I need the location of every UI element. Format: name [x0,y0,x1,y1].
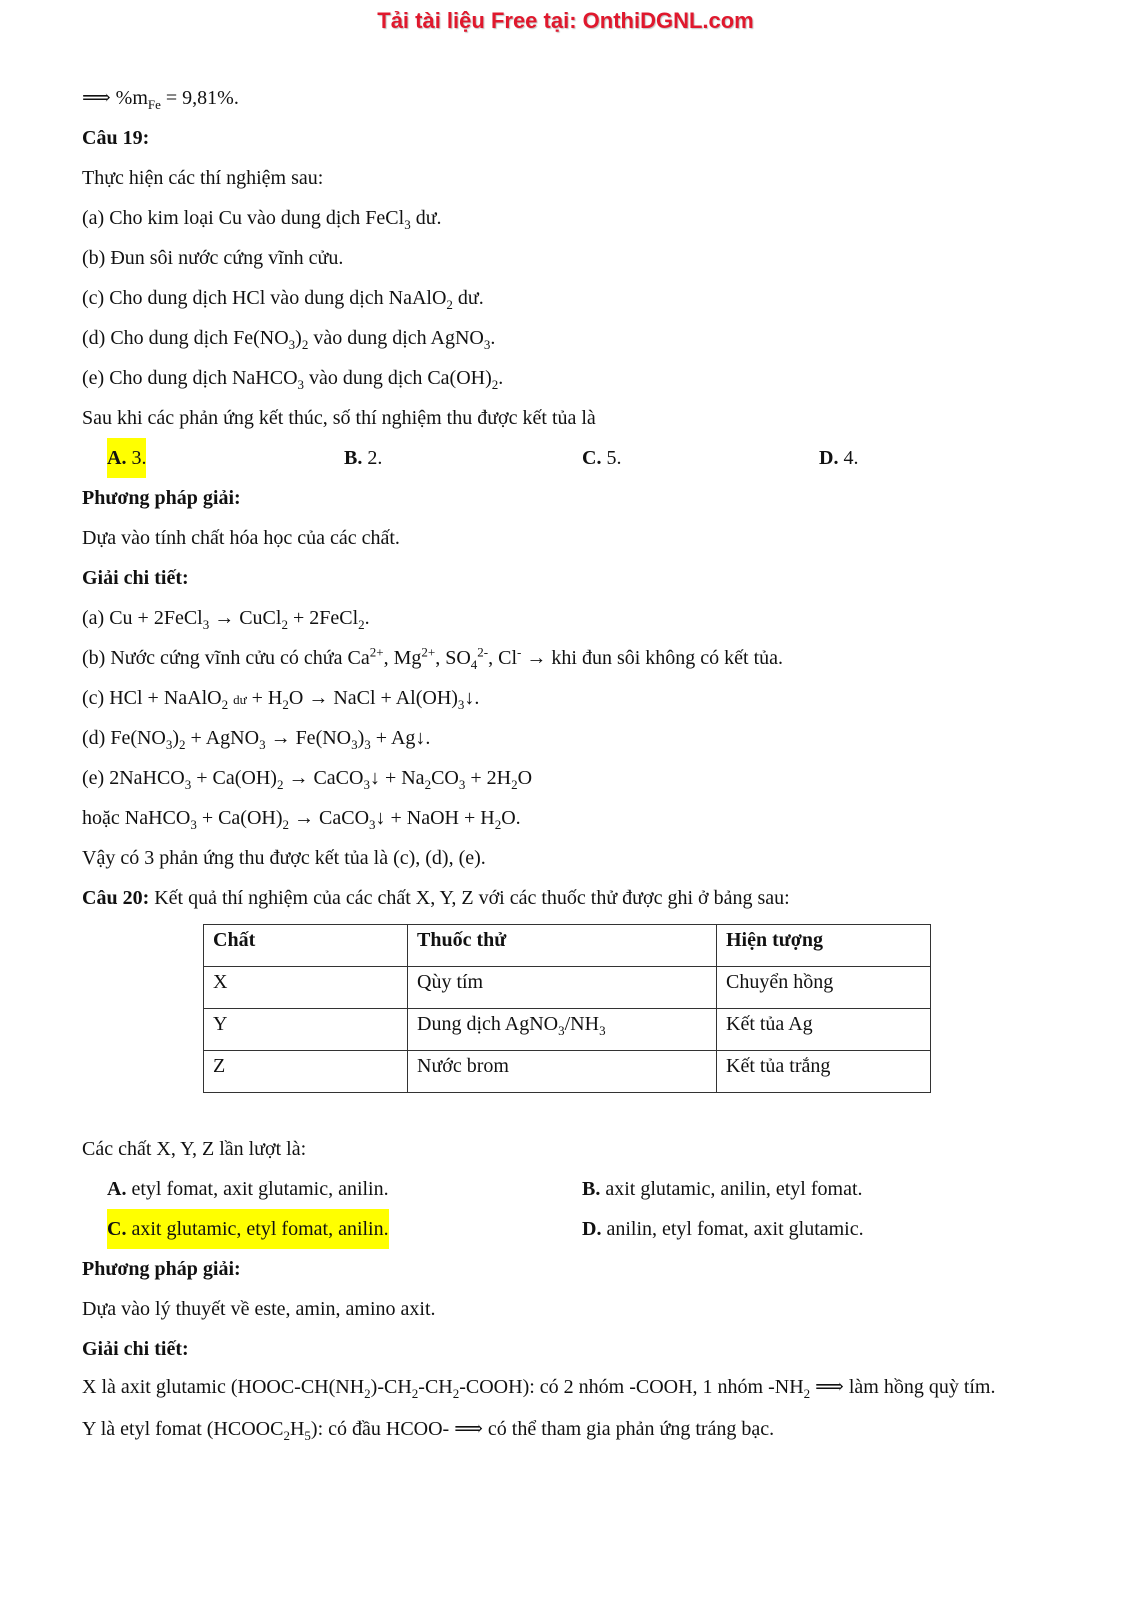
experiment-e: (e) Cho dung dịch NaHCO$_3$ vào dung dịch $Ca(OH)_2$. [82,367,504,392]
experiment-a: (a) Cho kim loại Cu vào dung dịch FeCl$_3$ dư. [82,207,442,232]
q20-option-b[interactable]: B. axit glutamic, anilin, etyl fomat. [582,1178,863,1200]
question-20-heading: Câu 20: Kết quả thí nghiệm của các chất X, Y, Z với các thuốc thử được ghi ở bảng sau: [82,887,790,909]
q20-method-title: Phương pháp giải: [82,1258,241,1280]
question-20-prompt: Các chất X, Y, Z lần lượt là: [82,1138,307,1160]
reaction-c: (c) HCl + NaAlO$_2$ dư + $H_2O$ → NaCl + $Al(OH)_3↓$. [82,687,480,712]
experiment-c: (c) Cho dung dịch HCl vào dung dịch NaAlO$_2$ dư. [82,287,484,312]
site-banner: Tải tài liệu Free tại: OnthiDGNL.com [377,8,754,33]
table-cell: X [204,967,408,1009]
question-19-options [82,438,1062,478]
table-row [204,967,931,1009]
table-header: Thuốc thử [408,925,717,967]
reaction-d: (d) $Fe(NO_3)_2$ + AgNO$_3$ → $Fe(NO_3)_3$ + Ag↓. [82,727,431,752]
table-cell: Qùy tím [408,967,717,1009]
document-body [82,78,1062,1449]
q20-explanation-x: X là axit glutamic $(HOOC-CH(NH_2)-CH_2-CH_2-COOH)$: có 2 nhóm -COOH, 1 nhóm $-NH_2$ ⟹ làm hồng quỳ tím. [82,1376,996,1401]
table-header: Chất [204,925,408,967]
question-19-title: Câu 19: [82,127,150,149]
reaction-a: (a) Cu + 2FeCl$_3$ → CuCl$_2$ + 2FeCl$_2$. [82,607,370,632]
experiment-d: (d) Cho dung dịch $Fe(NO_3)_2$ vào dung dịch AgNO$_3$. [82,327,496,352]
q19-option-d[interactable]: D. 4. [819,447,859,469]
q19-option-b[interactable]: B. 2. [344,447,383,469]
table-cell: Kết tủa Ag [717,1009,931,1051]
table-cell: Z [204,1051,408,1093]
table-cell: Nước brom [408,1051,717,1093]
table-row [204,1051,931,1093]
table-row [204,1009,931,1051]
table-header: Hiện tượng [717,925,931,967]
q20-explanation-y: Y là etyl fomat $(HCOOC_2H_5)$: có đầu HCOO- ⟹ có thể tham gia phản ứng tráng bạc. [82,1418,775,1443]
q19-detail-title: Giải chi tiết: [82,567,189,589]
q20-detail-title: Giải chi tiết: [82,1338,189,1360]
results-table [203,924,931,1093]
question-19-prompt: Sau khi các phản ứng kết thúc, số thí nghiệm thu được kết tủa là [82,407,596,429]
table-cell: Chuyển hồng [717,967,931,1009]
q20-option-c[interactable]: C. axit glutamic, etyl fomat, anilin. [107,1209,389,1249]
q19-option-c[interactable]: C. 5. [582,447,622,469]
reaction-b: (b) Nước cứng vĩnh cửu có chứa $Ca^{2+}$, $Mg^{2+}$, $SO_4^{2-}$, Cl- → khi đun sôi không có kết tủa. [82,644,784,672]
q19-option-a[interactable]: A. 3. [107,438,146,478]
question-19-intro: Thực hiện các thí nghiệm sau: [82,167,324,189]
table-header-row [204,925,931,967]
q19-conclusion: Vậy có 3 phản ứng thu được kết tủa là (c), (d), (e). [82,847,486,869]
table-cell: Y [204,1009,408,1051]
q19-method-title: Phương pháp giải: [82,487,241,509]
previous-result: ⟹ $\%m_{Fe} = 9,81\%$. [82,87,239,112]
q20-option-a[interactable]: A. etyl fomat, axit glutamic, anilin. [107,1178,389,1200]
experiment-b: (b) Đun sôi nước cứng vĩnh cửu. [82,247,344,269]
reaction-e: (e) 2NaHCO$_3$ + $Ca(OH)_2$ → CaCO$_3$↓ + $Na_2CO_3 + 2H_2O$ [82,767,533,792]
q20-option-d[interactable]: D. anilin, etyl fomat, axit glutamic. [582,1218,864,1240]
question-20-options-row-1 [82,1169,1062,1209]
q20-method: Dựa vào lý thuyết về este, amin, amino axit. [82,1298,436,1320]
table-cell: Kết tủa trắng [717,1051,931,1093]
question-20-options-row-2 [82,1209,1062,1249]
reaction-e-alt: hoặc NaHCO$_3$ + $Ca(OH)_2$ → CaCO$_3$↓ + NaOH + $H_2O$. [82,807,521,832]
table-cell: Dung dịch $AgNO_3/NH_3$ [408,1009,717,1051]
q19-method: Dựa vào tính chất hóa học của các chất. [82,527,400,549]
